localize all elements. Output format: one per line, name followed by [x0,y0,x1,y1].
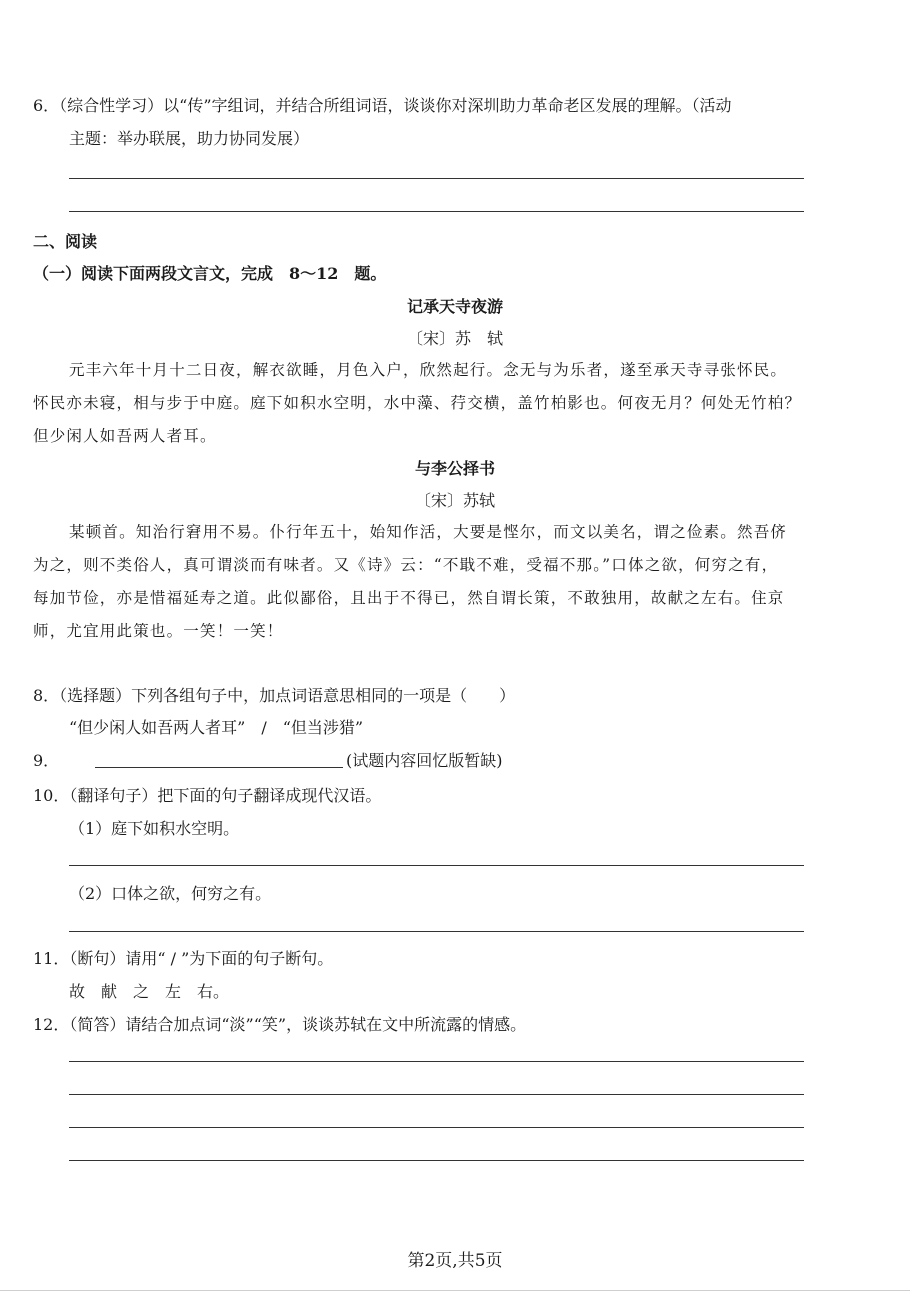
passage2-line: 每加节俭，亦是惜福延寿之道。此似鄙俗，且出于不得已，然自谓长策，不敢独用，故献之左右。住京 [33,589,785,607]
q10-item2: （2）口体之欲，何穷之有。 [69,884,272,903]
passage1-author: 〔宋〕苏 轼 [406,329,503,348]
q12-answer-line-2 [69,1094,804,1095]
section-heading: 二、阅读 [33,232,98,251]
q9-note: (试题内容回忆版暂缺) [346,751,503,770]
q12-answer-line-1 [69,1061,804,1062]
q9-blank-line [95,767,343,768]
q10-item1: （1）庭下如积水空明。 [69,819,240,838]
q10-answer-line-2 [69,931,804,932]
q11-line1: 11．（断句）请用“ / ”为下面的句子断句。 [33,949,334,968]
passage2-title: 与李公择书 [414,459,495,478]
section-sub-heading: （一）阅读下面两段文言文，完成 8～12 题。 [33,264,387,283]
q6-line1: 6．（综合性学习）以“传”字组词，并结合所组词语，谈谈你对深圳助力革命老区发展的理解。（活动 [33,96,732,115]
passage1-line: 怀民亦未寝，相与步于中庭。庭下如积水空明，水中藻、荇交横，盖竹柏影也。何夜无月？何处无竹柏？ [33,394,802,412]
q10-line1: 10．（翻译句子）把下面的句子翻译成现代汉语。 [33,786,382,805]
q8-line1: 8．（选择题）下列各组句子中，加点词语意思相同的一项是（ ） [33,686,516,705]
page-number: 第2页,共5页 [407,1251,503,1271]
passage1-title: 记承天寺夜游 [406,297,503,316]
q12-answer-line-4 [69,1160,804,1161]
passage2-author: 〔宋〕苏轼 [414,491,495,510]
passage1-line: 但少闲人如吾两人者耳。 [33,427,217,445]
q6-answer-line-1 [69,178,804,179]
q11-line2: 故 献 之 左 右。 [69,982,230,1001]
q10-answer-line-1 [69,865,804,866]
q8-line2: “但少闲人如吾两人者耳” / “但当涉猎” [69,718,364,737]
q12-answer-line-3 [69,1127,804,1128]
passage2-line: 某顿首。知治行窘用不易。仆行年五十，始知作活，大要是悭尔，而文以美名，谓之俭素。然吾侪 [69,523,788,541]
footer-divider [0,1290,910,1291]
q6-line2: 主题：举办联展，助力协同发展） [69,129,310,148]
q12-line1: 12．（简答）请结合加点词“淡”“笑”，谈谈苏轼在文中所流露的情感。 [33,1015,527,1034]
q6-answer-line-2 [69,211,804,212]
q9-number: 9． [33,751,60,770]
passage2-line: 为之，则不类俗人，真可谓淡而有味者。又《诗》云：“不戢不难，受福不那。”口体之欲，何穷之有， [33,556,779,574]
passage2-line: 师，尤宜用此策也。一笑！一笑！ [33,622,284,640]
passage1-line: 元丰六年十月十二日夜，解衣欲睡，月色入户，欣然起行。念无与为乐者，遂至承天寺寻张怀民。 [69,361,788,379]
